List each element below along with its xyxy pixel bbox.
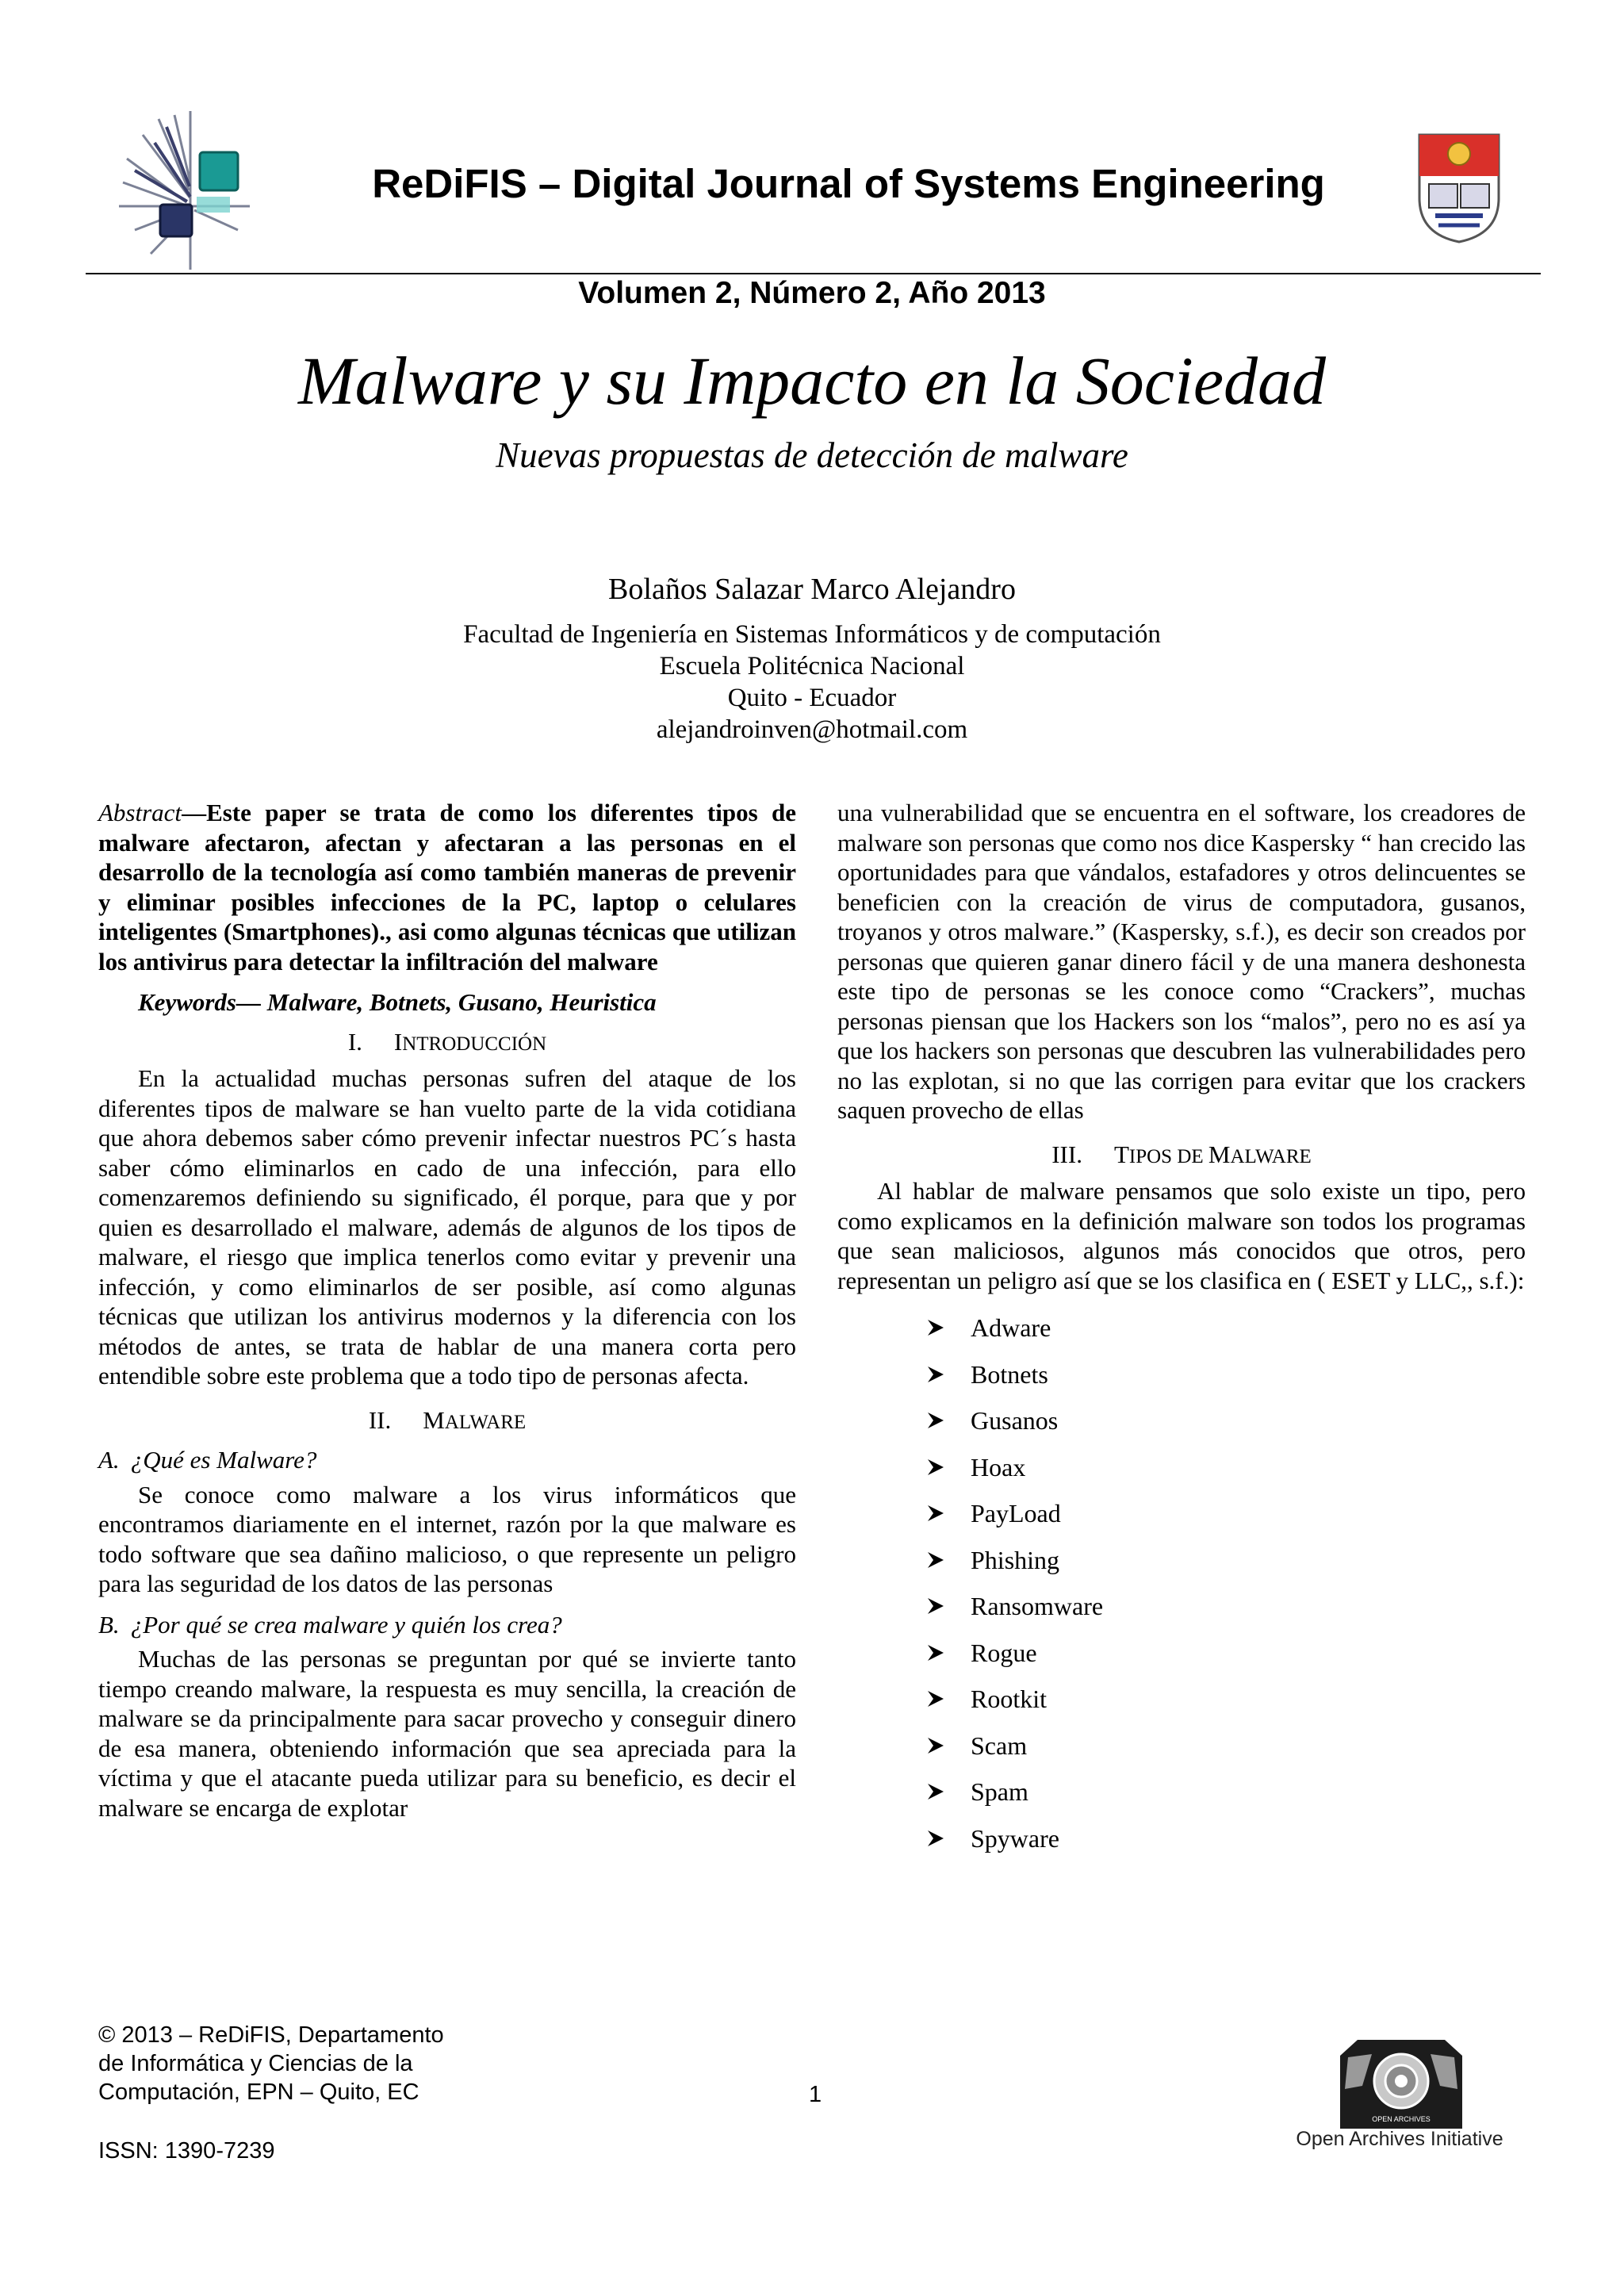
abstract-dash: — (182, 799, 207, 826)
volume-line: Volumen 2, Número 2, Año 2013 (578, 276, 1046, 310)
list-item (926, 1444, 1526, 1491)
author-city: Quito - Ecuador (727, 684, 897, 712)
list-item (926, 1537, 1526, 1584)
author-faculty: Facultad de Ingeniería en Sistemas Informáticos y de computación (463, 620, 1161, 649)
section-number: II. (368, 1405, 392, 1434)
author-school: Escuela Politécnica Nacional (659, 652, 965, 680)
list-item (926, 1815, 1526, 1862)
section-title-rest: ALWARE (444, 1411, 527, 1433)
keywords-label: Keywords (138, 988, 236, 1016)
list-item (926, 1723, 1526, 1769)
list-item (926, 1769, 1526, 1815)
oai-logo-text: OPEN ARCHIVES (1372, 2115, 1431, 2123)
abstract-text: Este paper se trata de como los diferentes tipos de malware afectaron, afectan y afectaran a las personas en el desarrollo de la tecnología así como también maneras de prevenir y eliminar posibles infecciones de la PC, laptop o celulares inteligentes (Smartphones)., asi como algunas técnicas que utilizan los antivirus para detectar la infiltración del malware (98, 799, 796, 976)
list-item-label: Spam (971, 1777, 1028, 1806)
redifis-logo (111, 103, 254, 274)
list-item (926, 1305, 1526, 1351)
section-number: I. (347, 1027, 362, 1056)
arrowhead-bullet-icon (926, 1689, 945, 1708)
types-paragraph: Al hablar de malware pensamos que solo existe un tipo, pero como explicamos en la definición malware son todos los programas que sean maliciosos, algunos más conocidos que otros, pero representan un peligro así que se los clasifica en ( ESET y LLC,, s.f.): (837, 1177, 1526, 1294)
section-title-rest: ALWARE (1230, 1145, 1312, 1167)
list-item-label: Hoax (971, 1452, 1026, 1481)
section-title-rest: IPOS DE (1128, 1145, 1208, 1167)
subsection-letter: A. (98, 1446, 120, 1474)
list-item (926, 1583, 1526, 1630)
section-title-initial: I (393, 1027, 403, 1056)
list-item (926, 1630, 1526, 1677)
subsection-heading-b (98, 1610, 796, 1640)
section-heading-intro (98, 1027, 796, 1060)
list-item (926, 1397, 1526, 1444)
list-item (926, 1676, 1526, 1723)
section-number: III. (1051, 1140, 1082, 1168)
intro-paragraph: En la actualidad muchas personas sufren del ataque de los diferentes tipos de malware se han vuelto parte de la vida cotidiana que ahora debemos saber cómo prevenir infectar nuestros PC´s hasta saber cómo eliminarlos en cado de una infección, para ello comenzaremos definiendo su significado, él porque, para que y por quien es desarrollado el malware, además de algunos de los tipos de malware, el riesgo que implica tenerlos como evitar y prevenir una infección, y como eliminarlos de ser posible, así como algunas técnicas que utilizan los antivirus modernos y la diferencia con los métodos de antes, se trata de hablar de una manera corta pero entendible sobre este problema que a todo tipo de personas afecta. (98, 1064, 796, 1389)
list-item-label: Ransomware (971, 1592, 1104, 1620)
keywords-text: — Malware, Botnets, Gusano, Heuristica (236, 988, 657, 1016)
list-item-label: PayLoad (971, 1499, 1061, 1527)
arrowhead-bullet-icon (926, 1829, 945, 1848)
oai-label: Open Archives Initiative (1296, 2128, 1503, 2150)
author-email: alejandroinven@hotmail.com (656, 715, 968, 744)
list-item (926, 1490, 1526, 1537)
list-item-label: Rogue (971, 1638, 1037, 1667)
arrowhead-bullet-icon (926, 1596, 945, 1616)
subsection-heading-a (98, 1445, 796, 1475)
journal-title: ReDiFIS – Digital Journal of Systems Engineering (372, 161, 1325, 206)
epn-crest-logo (1411, 127, 1507, 246)
section-heading-malware (98, 1405, 796, 1438)
subsection-b-continuation: una vulnerabilidad que se encuentra en el software, los creadores de malware son personas que como nos dice Kaspersky “ han crecido las oportunidades para que vándalos, estafadores y otros delincuentes se beneficien con la creación de virus de computadora, gusanos, troyanos y otros malware.” (Kaspersky, s.f.), es decir son creados por personas que quieren ganar dinero fácil y de una manera deshonesta este tipo de personas se les conoce como “Crackers”, muchas personas piensan que los Hackers son los “malos”, pero no es así ya que los hackers son personas que descubren las vulnerabilidades pero no las explotan, si no que las corrigen para evitar que los crackers saquen provecho de ellas (837, 799, 1526, 1124)
header-divider (86, 273, 1541, 274)
paper-title: Malware y su Impacto en la Sociedad (297, 343, 1327, 419)
keywords (138, 987, 796, 1018)
subsection-title: ¿Por qué se crea malware y quién los crea? (130, 1610, 562, 1639)
section-title-initial: T (1113, 1140, 1129, 1168)
arrowhead-bullet-icon (926, 1411, 945, 1430)
author-block (0, 569, 1624, 746)
arrowhead-bullet-icon (926, 1365, 945, 1384)
list-item (926, 1351, 1526, 1398)
malware-types-list (926, 1305, 1526, 1861)
abstract-label: Abstract (98, 799, 182, 826)
list-item-label: Botnets (971, 1359, 1048, 1389)
copyright-notice (98, 2021, 444, 2106)
author-name: Bolaños Salazar Marco Alejandro (608, 573, 1016, 606)
list-item-label: Adware (971, 1313, 1051, 1342)
section-title-initial: M (1208, 1140, 1231, 1168)
left-column (98, 798, 796, 1823)
copyright-line: de Informática y Ciencias de la (98, 2051, 413, 2076)
arrowhead-bullet-icon (926, 1643, 945, 1662)
paper-subtitle: Nuevas propuestas de detección de malware (496, 435, 1128, 475)
section-title-initial: M (423, 1405, 445, 1434)
section-title-rest: NTRODUCCIÓN (402, 1033, 547, 1055)
arrowhead-bullet-icon (926, 1782, 945, 1801)
list-item-label: Scam (971, 1731, 1028, 1760)
list-item-label: Gusanos (971, 1406, 1059, 1435)
copyright-line: © 2013 – ReDiFIS, Departamento (98, 2022, 444, 2048)
list-item-label: Rootkit (971, 1685, 1048, 1713)
subsection-letter: B. (98, 1610, 120, 1639)
page-number: 1 (809, 2082, 822, 2107)
issn: ISSN: 1390-7239 (98, 2138, 275, 2164)
list-item-label: Phishing (971, 1545, 1060, 1574)
copyright-line: Computación, EPN – Quito, EC (98, 2079, 419, 2105)
section-heading-types (837, 1140, 1526, 1172)
arrowhead-bullet-icon (926, 1504, 945, 1523)
arrowhead-bullet-icon (926, 1550, 945, 1570)
list-item-label: Spyware (971, 1823, 1059, 1853)
open-archives-logo (1340, 2040, 1462, 2129)
arrowhead-bullet-icon (926, 1318, 945, 1337)
subsection-a-paragraph: Se conoce como malware a los virus informáticos que encontramos diariamente en el internet, razón por la que malware es todo software que sea dañino malicioso, o que represente un peligro para las seguridad de los datos de las personas (98, 1480, 796, 1597)
subsection-b-paragraph: Muchas de las personas se preguntan por qué se invierte tanto tiempo creando malware, la respuesta es muy sencilla, la creación de malware se da principalmente para sacar provecho y conseguir dinero de esa manera, obteniendo información que sea apreciada para la víctima y que el atacante pueda utilizar para su beneficio, es decir el malware se encarga de explotar (98, 1645, 796, 1822)
arrowhead-bullet-icon (926, 1458, 945, 1477)
arrowhead-bullet-icon (926, 1736, 945, 1755)
subsection-title: ¿Qué es Malware? (130, 1446, 317, 1474)
right-column (837, 798, 1526, 1861)
abstract (98, 798, 796, 976)
